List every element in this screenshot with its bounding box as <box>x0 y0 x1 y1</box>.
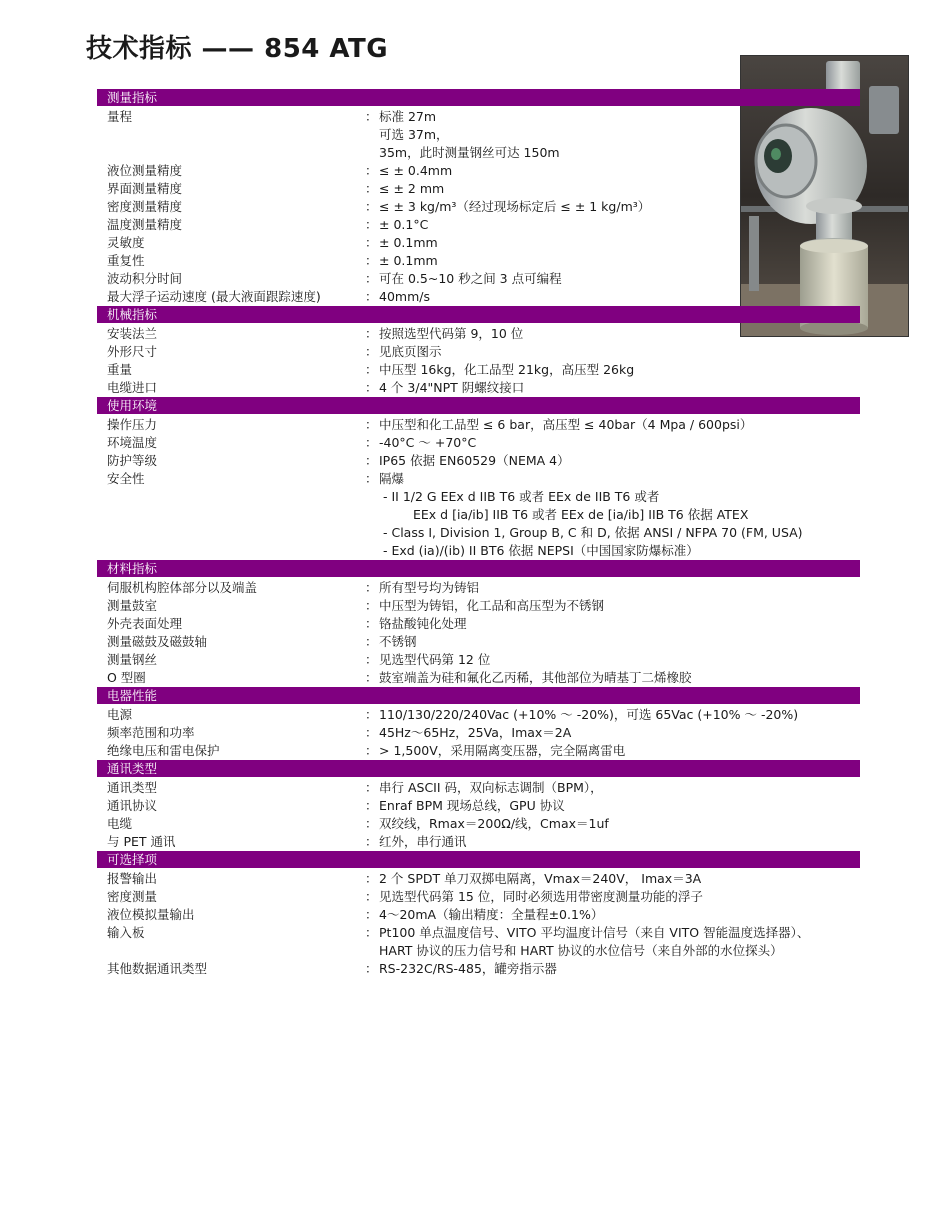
colon-separator: ： <box>365 798 378 813</box>
spec-value <box>379 270 860 288</box>
spec-row <box>97 579 860 597</box>
spec-value-line: ± 0.1mm <box>379 235 438 250</box>
spec-value-line: 鼓室端盖为硅和氟化乙丙稀，其他部位为晴基丁二烯橡胶 <box>379 670 692 685</box>
spec-value-line: 见底页图示 <box>379 344 442 359</box>
spec-value <box>379 144 860 162</box>
spec-label: 密度测量 <box>107 889 158 904</box>
spec-label: 安全性 <box>107 471 145 486</box>
colon-separator: ： <box>365 271 378 286</box>
spec-value-line: 110/130/220/240Vac (+10% ～ -20%)，可选 65Vac (+10% ～ -20%) <box>379 707 799 722</box>
spec-value <box>379 906 860 924</box>
spec-label: 通讯类型 <box>107 780 158 795</box>
spec-row <box>97 706 860 724</box>
spec-row <box>97 870 860 888</box>
spec-value <box>379 779 860 797</box>
spec-row <box>97 797 860 815</box>
spec-value <box>379 651 860 669</box>
spec-value <box>379 724 860 742</box>
spec-value <box>379 252 860 270</box>
colon-separator: ： <box>365 453 378 468</box>
spec-value-line: EEx d [ia/ib] IIB T6 或者 EEx de [ia/ib] IIB T6 依据 ATEX <box>413 507 749 522</box>
colon-separator: ： <box>365 109 378 124</box>
spec-label: 灵敏度 <box>107 235 145 250</box>
spec-value <box>379 361 860 379</box>
spec-row <box>97 379 860 397</box>
spec-row <box>97 488 860 506</box>
spec-row <box>97 452 860 470</box>
spec-value-line: 可选 37m， <box>379 127 449 142</box>
spec-value-line: 串行 ASCII 码，双向标志调制（BPM）， <box>379 780 603 795</box>
spec-value <box>379 180 860 198</box>
spec-value <box>379 888 860 906</box>
spec-row <box>97 906 860 924</box>
spec-value <box>379 452 860 470</box>
colon-separator: ： <box>365 380 378 395</box>
colon-separator <box>365 488 379 506</box>
spec-value <box>379 343 860 361</box>
colon-separator: ： <box>365 743 378 758</box>
colon-separator: ： <box>365 217 378 232</box>
colon-separator: ： <box>365 816 378 831</box>
spec-row <box>97 416 860 434</box>
spec-value <box>379 379 860 397</box>
spec-label: 测量鼓室 <box>107 598 158 613</box>
spec-label: 环境温度 <box>107 435 158 450</box>
spec-label: 重量 <box>107 362 133 377</box>
spec-label <box>97 524 365 542</box>
spec-label: 电源 <box>107 707 133 722</box>
spec-value-line: 铬盐酸钝化处理 <box>379 616 467 631</box>
spec-row <box>97 724 860 742</box>
spec-value-line: 所有型号均为铸铝 <box>379 580 480 595</box>
spec-value-line: 标准 27m <box>379 109 437 124</box>
section-header: 使用环境 <box>97 397 860 414</box>
spec-value-line: 4 个 3/4"NPT 阴螺纹接口 <box>379 380 525 395</box>
section-header: 通讯类型 <box>97 760 860 777</box>
colon-separator: ： <box>365 235 378 250</box>
colon-separator: ： <box>365 834 378 849</box>
spec-value <box>379 706 860 724</box>
spec-value-line: RS-232C/RS-485，罐旁指示器 <box>379 961 557 976</box>
spec-label: 液位模拟量输出 <box>107 907 195 922</box>
spec-value <box>379 797 860 815</box>
spec-value-line: 可在 0.5~10 秒之间 3 点可编程 <box>379 271 562 286</box>
spec-value-line: 中压型 16kg，化工品型 21kg，高压型 26kg <box>379 362 635 377</box>
spec-value <box>379 416 860 434</box>
spec-row <box>97 524 860 542</box>
colon-separator: ： <box>365 634 378 649</box>
spec-row <box>97 180 860 198</box>
spec-value-line: 不锈钢 <box>379 634 417 649</box>
spec-row <box>97 108 860 144</box>
spec-value-line: 中压型为铸铝，化工品和高压型为不锈钢 <box>379 598 605 613</box>
colon-separator: ： <box>365 725 378 740</box>
colon-separator: ： <box>365 925 378 940</box>
spec-label <box>97 506 365 524</box>
colon-separator: ： <box>365 598 378 613</box>
spec-label: 安装法兰 <box>107 326 158 341</box>
colon-separator: ： <box>365 580 378 595</box>
colon-separator: ： <box>365 907 378 922</box>
colon-separator <box>365 524 379 542</box>
spec-label: O 型圈 <box>107 670 146 685</box>
colon-separator: ： <box>365 652 378 667</box>
colon-separator: ： <box>365 435 378 450</box>
spec-value-line: 45Hz～65Hz，25Va，Imax＝2A <box>379 725 572 740</box>
spec-row <box>97 506 860 524</box>
spec-value <box>379 470 860 488</box>
spec-value <box>379 633 860 651</box>
spec-row <box>97 343 860 361</box>
spec-value-line: 40mm/s <box>379 289 430 304</box>
colon-separator: ： <box>365 181 378 196</box>
spec-label: 报警输出 <box>107 871 158 886</box>
spec-label: 最大浮子运动速度 (最大液面跟踪速度) <box>107 289 321 304</box>
spec-label <box>97 488 365 506</box>
section-header: 测量指标 <box>97 89 860 106</box>
spec-row <box>97 779 860 797</box>
spec-value-line: - Class I, Division 1, Group B, C 和 D, 依据 ANSI / NFPA 70 (FM, USA) <box>383 525 803 540</box>
spec-row <box>97 833 860 851</box>
spec-value-line: 隔爆 <box>379 471 405 486</box>
spec-value <box>379 325 860 343</box>
spec-value <box>379 198 860 216</box>
spec-row <box>97 361 860 379</box>
spec-value <box>379 669 860 687</box>
colon-separator: ： <box>365 707 378 722</box>
colon-separator: ： <box>365 199 378 214</box>
spec-row <box>97 651 860 669</box>
section-header: 可选择项 <box>97 851 860 868</box>
spec-row <box>97 144 860 162</box>
spec-value-line: 中压型和化工品型 ≤ 6 bar，高压型 ≤ 40bar（4 Mpa / 600psi） <box>379 417 753 432</box>
spec-label: 输入板 <box>107 925 145 940</box>
spec-value-line: ≤ ± 3 kg/m³（经过现场标定后 ≤ ± 1 kg/m³） <box>379 199 651 214</box>
colon-separator: ： <box>365 471 378 486</box>
spec-label: 外形尺寸 <box>107 344 158 359</box>
spec-row <box>97 470 860 488</box>
spec-value-line: 35m，此时测量钢丝可达 150m <box>379 145 560 160</box>
spec-value <box>379 615 860 633</box>
page-title: 技术指标 —— 854 ATG <box>86 34 389 64</box>
spec-value-line: ± 0.1mm <box>379 253 438 268</box>
colon-separator <box>365 144 379 162</box>
spec-row <box>97 216 860 234</box>
spec-label: 与 PET 通讯 <box>107 834 176 849</box>
section-header: 材料指标 <box>97 560 860 577</box>
colon-separator: ： <box>365 362 378 377</box>
spec-row <box>97 888 860 906</box>
spec-value-line: ≤ ± 2 mm <box>379 181 445 196</box>
spec-row <box>97 162 860 180</box>
colon-separator: ： <box>365 871 378 886</box>
spec-label: 频率范围和功率 <box>107 725 195 740</box>
spec-row <box>97 924 860 960</box>
spec-row <box>97 288 860 306</box>
colon-separator <box>365 506 379 524</box>
spec-value <box>379 742 860 760</box>
spec-row <box>97 542 860 560</box>
spec-value-line: > 1,500V，采用隔离变压器，完全隔离雷电 <box>379 743 626 758</box>
spec-label: 量程 <box>107 109 133 124</box>
spec-label: 通讯协议 <box>107 798 158 813</box>
spec-label: 伺服机构腔体部分以及端盖 <box>107 580 258 595</box>
spec-value <box>379 162 860 180</box>
colon-separator: ： <box>365 163 378 178</box>
spec-label: 其他数据通讯类型 <box>107 961 208 976</box>
spec-label: 界面测量精度 <box>107 181 183 196</box>
spec-row <box>97 615 860 633</box>
spec-value-line: 见选型代码第 12 位 <box>379 652 491 667</box>
spec-row <box>97 234 860 252</box>
spec-row <box>97 960 860 978</box>
colon-separator: ： <box>365 616 378 631</box>
spec-row <box>97 597 860 615</box>
spec-value <box>379 234 860 252</box>
spec-label: 密度测量精度 <box>107 199 183 214</box>
colon-separator: ： <box>365 326 378 341</box>
spec-label: 电缆 <box>107 816 133 831</box>
spec-value-line: IP65 依据 EN60529（NEMA 4） <box>379 453 570 468</box>
colon-separator: ： <box>365 289 378 304</box>
spec-value <box>379 597 860 615</box>
spec-value <box>379 815 860 833</box>
spec-value-line: 按照选型代码第 9，10 位 <box>379 326 524 341</box>
spec-label: 操作压力 <box>107 417 158 432</box>
spec-table <box>97 89 860 978</box>
spec-value <box>379 579 860 597</box>
spec-value-line: 2 个 SPDT 单刀双掷电隔离，Vmax＝240V， Imax＝3A <box>379 871 702 886</box>
spec-row <box>97 434 860 452</box>
spec-value <box>379 924 860 960</box>
spec-row <box>97 815 860 833</box>
colon-separator: ： <box>365 961 378 976</box>
spec-value-line: Pt100 单点温度信号、VITO 平均温度计信号（来自 VITO 智能温度选择器）、HART 协议的压力信号和 HART 协议的水位信号（来自外部的水位探头） <box>379 925 810 958</box>
colon-separator: ： <box>365 670 378 685</box>
spec-value <box>379 870 860 888</box>
spec-value-line: 4～20mA（输出精度：全量程±0.1%） <box>379 907 604 922</box>
colon-separator: ： <box>365 417 378 432</box>
colon-separator: ： <box>365 889 378 904</box>
spec-label: 温度测量精度 <box>107 217 183 232</box>
spec-label: 防护等级 <box>107 453 158 468</box>
spec-row <box>97 742 860 760</box>
spec-label: 液位测量精度 <box>107 163 183 178</box>
spec-value <box>379 434 860 452</box>
spec-value <box>379 960 860 978</box>
section-header: 机械指标 <box>97 306 860 323</box>
spec-value <box>379 833 860 851</box>
spec-label: 绝缘电压和雷电保护 <box>107 743 220 758</box>
spec-value <box>379 506 860 524</box>
spec-label: 测量钢丝 <box>107 652 158 667</box>
spec-value <box>379 542 860 560</box>
spec-value-line: -40°C ～ +70°C <box>379 435 477 450</box>
section-header: 电器性能 <box>97 687 860 704</box>
spec-value-line: - Exd (ia)/(ib) II BT6 依据 NEPSI（中国国家防爆标准） <box>383 543 699 558</box>
spec-label: 外壳表面处理 <box>107 616 183 631</box>
spec-row <box>97 669 860 687</box>
spec-row <box>97 325 860 343</box>
spec-label: 重复性 <box>107 253 145 268</box>
spec-label <box>97 542 365 560</box>
spec-value-line: 见选型代码第 15 位，同时必须选用带密度测量功能的浮子 <box>379 889 703 904</box>
colon-separator: ： <box>365 253 378 268</box>
spec-row <box>97 633 860 651</box>
spec-label <box>97 144 365 162</box>
spec-value-line: Enraf BPM 现场总线，GPU 协议 <box>379 798 565 813</box>
spec-label: 波动积分时间 <box>107 271 183 286</box>
spec-value-line: 双绞线，Rmax＝200Ω/线，Cmax＝1uf <box>379 816 609 831</box>
spec-value-line: 红外，串行通讯 <box>379 834 467 849</box>
spec-value-line: ± 0.1°C <box>379 217 429 232</box>
spec-value <box>379 288 860 306</box>
spec-row <box>97 270 860 288</box>
spec-value <box>379 524 860 542</box>
colon-separator: ： <box>365 780 378 795</box>
spec-label: 电缆进口 <box>107 380 158 395</box>
spec-row <box>97 198 860 216</box>
spec-value-line: ≤ ± 0.4mm <box>379 163 453 178</box>
spec-value <box>379 216 860 234</box>
spec-label: 测量磁鼓及磁鼓轴 <box>107 634 208 649</box>
spec-row <box>97 252 860 270</box>
colon-separator <box>365 542 379 560</box>
spec-value <box>379 108 860 144</box>
colon-separator: ： <box>365 344 378 359</box>
spec-value-line: - II 1/2 G EEx d IIB T6 或者 EEx de IIB T6 或者 <box>383 489 660 504</box>
spec-value <box>379 488 860 506</box>
